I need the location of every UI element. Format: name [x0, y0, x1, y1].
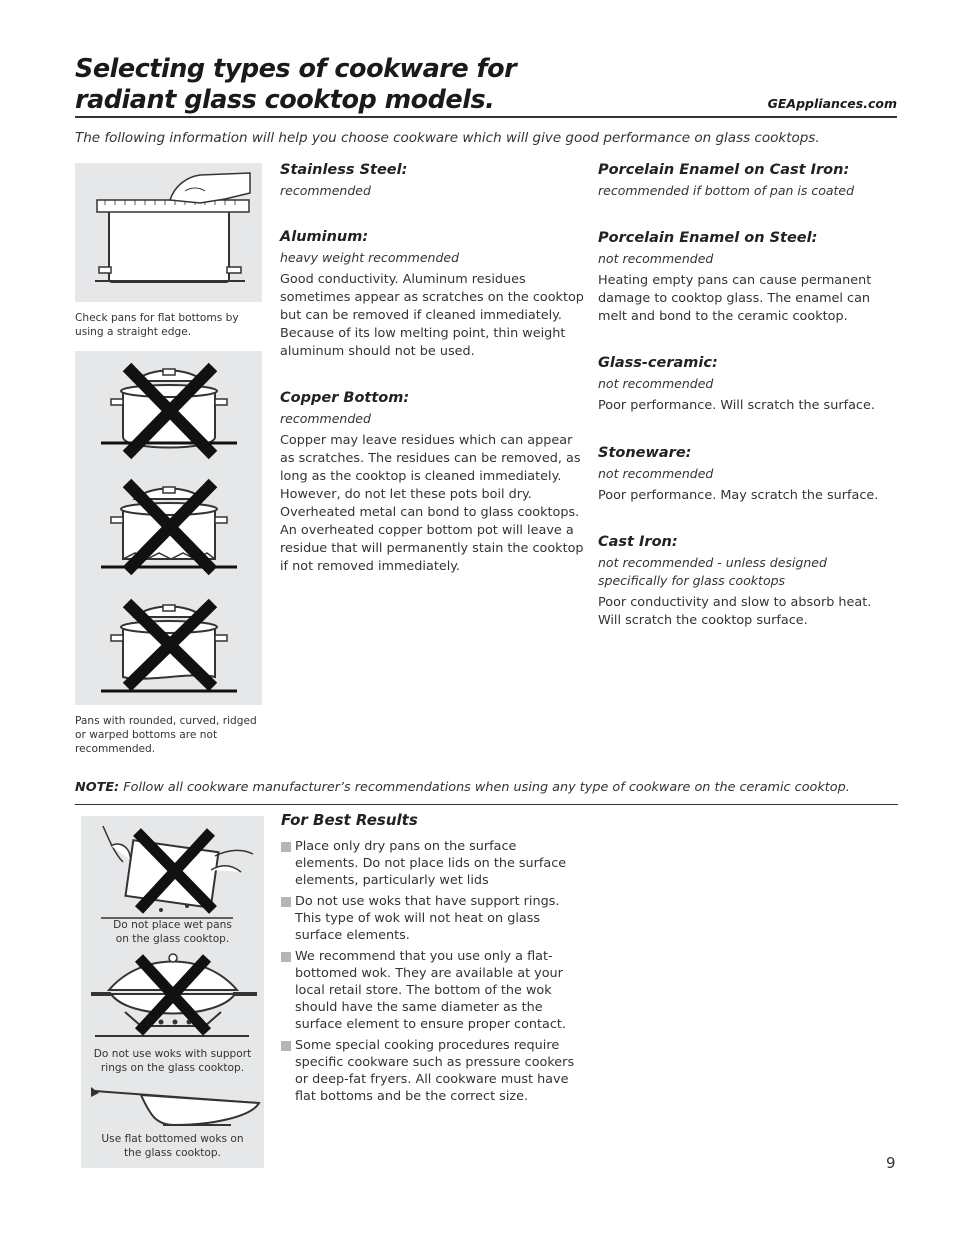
copper-bottom-section [280, 388, 586, 576]
list-item-text: Place only dry pans on the surface elements. Do not place lids on the surface elements, particularly wet lids [295, 839, 567, 888]
aluminum-section [280, 227, 586, 361]
straight-edge-caption: Check pans for flat bottoms by using a straight edge. [75, 312, 239, 338]
list-item [281, 838, 581, 889]
cast-iron-text: Poor conductivity and slow to absorb heat. Will scratch the cooktop surface. [598, 595, 872, 628]
stainless-steel-section [280, 160, 586, 200]
glass-ceramic-rating: not recommended [598, 376, 714, 391]
porcelain-cast-iron-rating: recommended if bottom of pan is coated [598, 183, 855, 198]
note-body: Follow all cookware manufacturer’s recommendations when using any type of cookware on the ceramic cooktop. [119, 780, 850, 795]
bullet-square-icon [281, 842, 291, 852]
note-label: NOTE: [75, 780, 120, 795]
stainless-steel-heading: Stainless Steel: [280, 162, 408, 178]
list-item [281, 893, 581, 944]
list-item [281, 948, 581, 1033]
note-rule [75, 804, 898, 805]
ridged-bottom-pot-illustration [75, 473, 262, 583]
page-title [75, 54, 675, 116]
copper-bottom-text: Copper may leave residues which can appear as scratches. The residues can be removed, as long as the cooktop is cleaned immediately. However, do not let these pots boil dry. Overheated metal can bond to glass cooktops. An overheated copper bottom pot will leave a residue that will permanently stain the cooktop if not removed immediately. [280, 433, 584, 574]
best-results-list [281, 838, 581, 1109]
aluminum-heading: Aluminum: [280, 229, 369, 245]
header-rule [75, 116, 897, 118]
porcelain-steel-rating: not recommended [598, 251, 714, 266]
best-results-title: For Best Results [281, 811, 418, 829]
flat-bottom-wok-illustration [81, 1081, 264, 1131]
stoneware-section [598, 443, 898, 505]
stainless-steel-rating: recommended [280, 183, 371, 198]
wet-pans-caption: Do not place wet pans on the glass cooktop. [113, 919, 232, 945]
cast-iron-heading: Cast Iron: [598, 534, 678, 550]
warped-bottom-pot-illustration [75, 591, 262, 701]
glass-ceramic-section [598, 353, 898, 415]
porcelain-steel-text: Heating empty pans can cause permanent damage to cooktop glass. The enamel can melt and bond to the ceramic cooktop. [598, 273, 872, 324]
porcelain-cast-iron-section [598, 160, 898, 200]
cast-iron-section [598, 532, 894, 630]
wok-rings-caption: Do not use woks with support rings on the glass cooktop. [93, 1048, 252, 1074]
warped-pans-figure-panel [75, 351, 262, 705]
page-title-line1: Selecting types of cookware for [75, 54, 517, 84]
note-text [75, 780, 850, 795]
list-item-text: Some special cooking procedures require specific cookware such as pressure cookers or deep-fat fryers. All cookware must have flat bottoms and be the correct size. [295, 1038, 575, 1104]
page-title-line2: radiant glass cooktop models. [75, 85, 495, 115]
list-item-text: Do not use woks that have support rings. This type of wok will not heat on glass surface elements. [295, 894, 560, 943]
bullet-square-icon [281, 1041, 291, 1051]
cast-iron-rating: not recommended - unless designed specifically for glass cooktops [598, 555, 827, 588]
intro-text: The following information will help you choose cookware which will give good performance on glass cooktops. [75, 130, 820, 146]
site-url: GEAppliances.com [767, 96, 897, 111]
glass-ceramic-heading: Glass-ceramic: [598, 355, 718, 371]
list-item-text: We recommend that you use only a flat-bottomed wok. They are available at your local retail store. The bottom of the wok should have the same diameter as the surface element to ensure proper contact. [295, 949, 567, 1032]
copper-bottom-heading: Copper Bottom: [280, 390, 410, 406]
warped-pans-caption: Pans with rounded, curved, ridged or warped bottoms are not recommended. [75, 715, 257, 755]
stoneware-heading: Stoneware: [598, 445, 692, 461]
page-number: 9 [886, 1154, 896, 1172]
straight-edge-figure-panel [75, 163, 262, 302]
bullet-square-icon [281, 952, 291, 962]
porcelain-cast-iron-heading: Porcelain Enamel on Cast Iron: [598, 162, 850, 178]
rounded-bottom-pot-illustration [75, 359, 262, 469]
copper-bottom-rating: recommended [280, 411, 371, 426]
aluminum-text: Good conductivity. Aluminum residues sometimes appear as scratches on the cooktop but can be removed if cleaned immediately. Because of its low melting point, thin weight aluminum should not be used. [280, 272, 584, 359]
porcelain-steel-heading: Porcelain Enamel on Steel: [598, 230, 818, 246]
bullet-square-icon [281, 897, 291, 907]
wok-support-ring-illustration [81, 954, 264, 1050]
wet-pan-illustration [81, 816, 264, 916]
porcelain-steel-section [598, 228, 898, 326]
list-item [281, 1037, 581, 1105]
stoneware-rating: not recommended [598, 466, 714, 481]
stoneware-text: Poor performance. May scratch the surface. [598, 488, 879, 503]
glass-ceramic-text: Poor performance. Will scratch the surface. [598, 398, 875, 413]
flat-wok-caption: Use flat bottomed woks on the glass cooktop. [101, 1133, 244, 1159]
best-results-figure-panel [81, 816, 264, 1168]
aluminum-rating: heavy weight recommended [280, 250, 460, 265]
straight-edge-pan-illustration [75, 163, 262, 302]
